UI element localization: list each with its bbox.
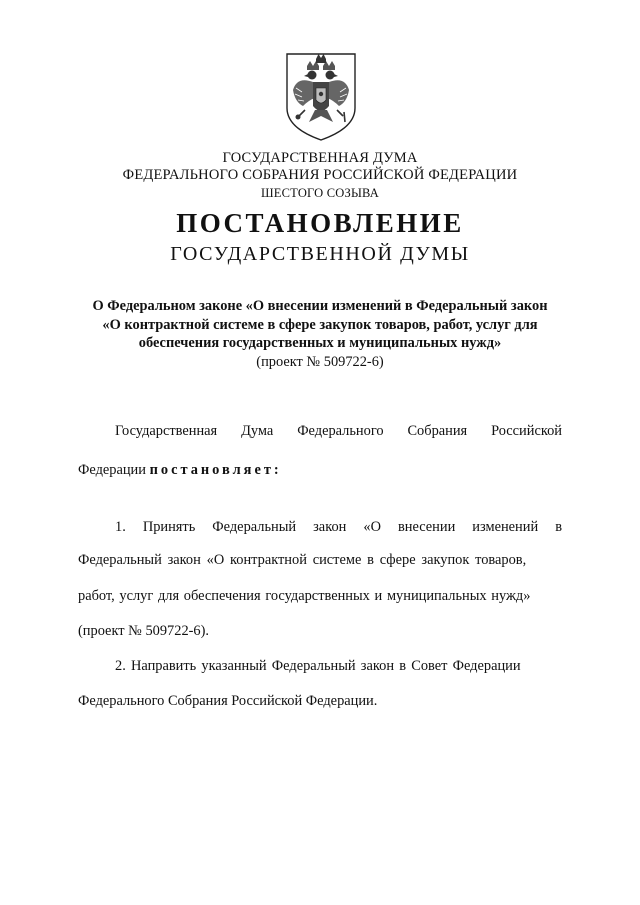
russian-coat-of-arms-icon [283, 50, 359, 142]
decree-word: постановляет: [149, 462, 282, 478]
subject-line-1: О Федеральном законе «О внесении изменений в Федеральный закон [92, 298, 548, 314]
item-1-line-3: работ, услуг для обеспечения государственных и муниципальных нужд» [78, 588, 531, 604]
convocation-line: ШЕСТОГО СОЗЫВА [260, 186, 380, 200]
preamble-word: Российской [491, 423, 562, 439]
org-name-line-2: ФЕДЕРАЛЬНОГО СОБРАНИЯ РОССИЙСКОЙ ФЕДЕРАЦИИ [122, 167, 518, 183]
item-1-word: Принять [142, 519, 196, 535]
document-title: ПОСТАНОВЛЕНИЕ [176, 208, 464, 238]
preamble-word: Собрания [407, 423, 468, 439]
item-2-line-1: 2. Направить указанный Федеральный закон в Совет Федерации [115, 658, 521, 674]
subject-line-2: «О контрактной системе в сфере закупок товаров, работ, услуг для [102, 316, 538, 333]
preamble-line-1 [115, 422, 562, 440]
preamble-prefix: Федерации [78, 462, 146, 478]
preamble-word: Дума [241, 423, 274, 439]
item-1-line-4: (проект № 509722-6). [78, 623, 210, 639]
preamble-word: Государственная [115, 423, 218, 439]
item-2-line-2: Федерального Собрания Российской Федерации. [78, 693, 378, 709]
project-reference: (проект № 509722-6) [256, 353, 384, 370]
subject-line-3: обеспечения государственных и муниципальных нужд» [138, 335, 502, 351]
preamble-line-2 [78, 461, 562, 479]
item-1-line-1 [115, 518, 562, 536]
item-1-line-2: Федеральный закон «О контрактной системе в сфере закупок товаров, [78, 552, 527, 568]
preamble-word: Федерального [297, 423, 384, 439]
document-subtitle: ГОСУДАРСТВЕННОЙ ДУМЫ [170, 243, 470, 265]
item-1-word: закон [313, 519, 347, 535]
item-1-word: изменений [472, 519, 539, 535]
subject-heading [0, 297, 640, 371]
item-1-word: в [555, 519, 562, 535]
item-1-word: 1. [115, 519, 126, 535]
org-name-line-1: ГОСУДАРСТВЕННАЯ ДУМА [222, 150, 418, 166]
item-1-word: внесении [397, 519, 456, 535]
item-1-word: «О [363, 519, 381, 535]
item-1-word: Федеральный [212, 519, 297, 535]
